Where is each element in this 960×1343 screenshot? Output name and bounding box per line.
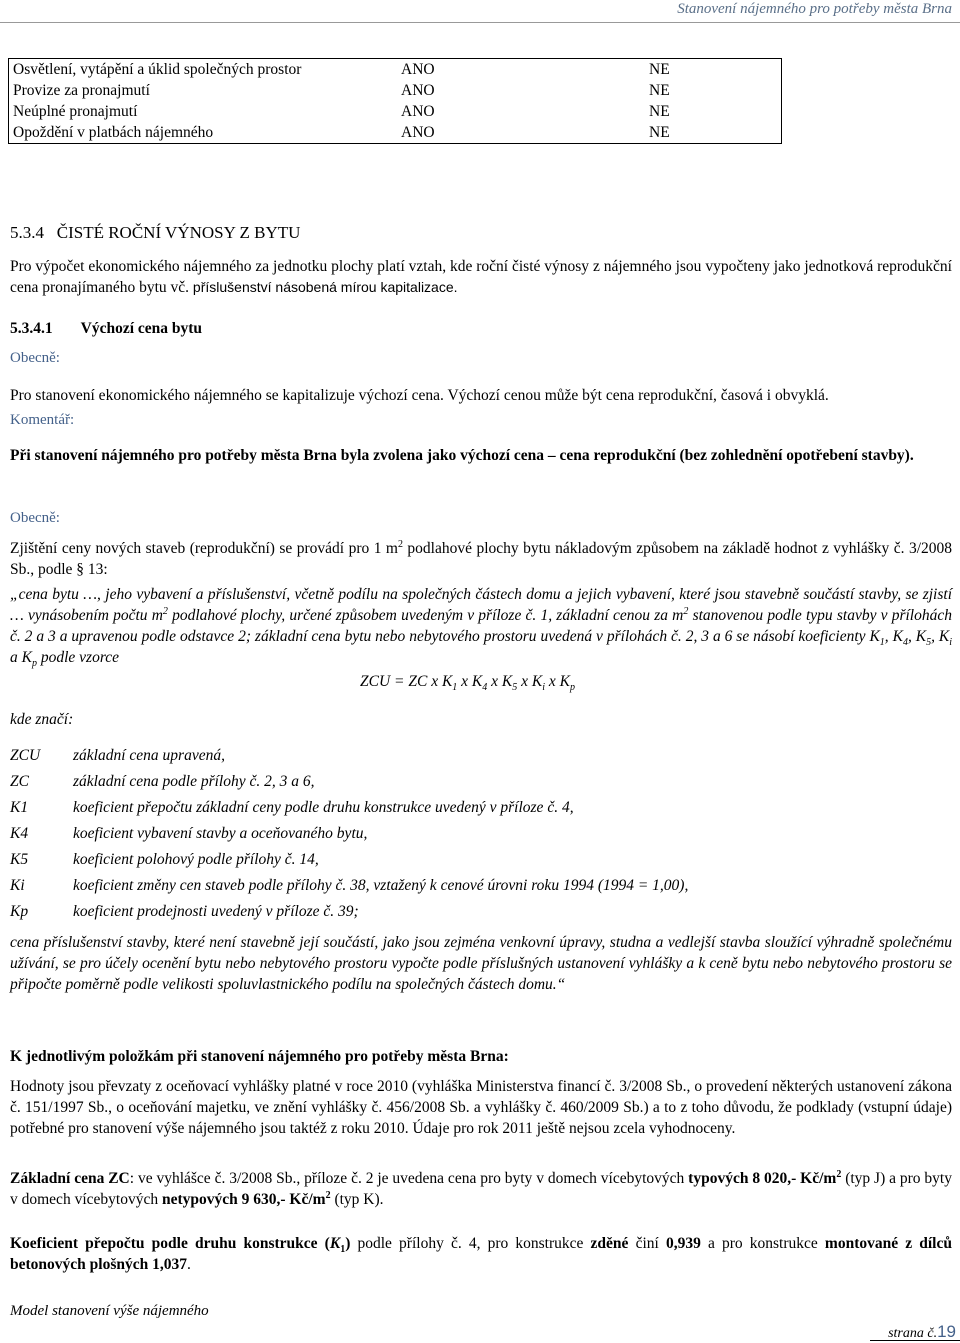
text: podle přílohy č. 4, pro konstrukce — [350, 1235, 591, 1252]
table-cell-no: NE — [649, 103, 670, 120]
quote-paragraph — [10, 584, 952, 668]
sup: 2 — [162, 605, 168, 617]
text: x K — [487, 673, 513, 690]
page-number: 19 — [937, 1322, 956, 1341]
text: . — [187, 1256, 191, 1273]
text: činí — [628, 1235, 666, 1252]
text: , K — [931, 628, 950, 645]
table-cell-yes: ANO — [401, 61, 435, 78]
label-kde-znaci: kde značí: — [10, 711, 74, 728]
table-row — [9, 80, 782, 101]
header-title: Stanovení nájemného pro potřeby města Brna — [677, 1, 952, 17]
text: a pro konstrukce — [700, 1235, 825, 1252]
sup: 2 — [397, 538, 403, 550]
sup: 2 — [683, 605, 689, 617]
footer-left: Model stanovení výše nájemného — [10, 1303, 209, 1319]
text: ZCU = ZC x K — [360, 673, 453, 690]
table-cell-yes: ANO — [401, 124, 435, 141]
table-row — [9, 122, 782, 144]
section-intro — [10, 256, 952, 298]
definition-key: ZCU — [10, 747, 41, 764]
table-cell-item: Osvětlení, vytápění a úklid společných prostor — [13, 61, 302, 78]
intro-text-sans: příslušenství násobená mírou kapitalizace. — [189, 279, 458, 295]
text: podlahové plochy bytu nákladovým způsobem na základě hodnot z vyhlášky č. 3/2008 Sb., podle § 13: — [10, 540, 952, 578]
text: podlahové plochy, určené způsobem uvedeným v příloze č. 1, základní cenou za m — [167, 607, 684, 624]
footer-page-prefix: strana č. — [888, 1326, 938, 1341]
text: , K — [884, 628, 903, 645]
text: x K — [457, 673, 483, 690]
table-cell-no: NE — [649, 82, 670, 99]
subsection-number: 5.3.4.1 — [10, 320, 53, 337]
label-obecne-2: Obecně: — [10, 510, 60, 526]
definition-value: koeficient polohový podle přílohy č. 14, — [73, 851, 319, 868]
sub: 1 — [340, 1244, 346, 1256]
intro-text: Pro výpočet ekonomického nájemného za jednotku plochy platí vztah, kde roční čisté výnosy z nájemného jsou vypočteny jako jednotková reprodukční cena pronajímaného bytu vč. — [10, 258, 952, 296]
heading-polozky: K jednotlivým položkám při stanovení nájemného pro potřeby města Brna: — [10, 1048, 509, 1065]
paragraph-hodnoty: Hodnoty jsou převzaty z oceňovací vyhlášky platné v roce 2010 (vyhláška Ministerstva financí č. 3/2008 Sb., o provedení některých ustanovení zákona č. 151/1997 Sb., o oceňování majetku, ve znění vyhlášky č. 456/2008 Sb. a vyhlášky č. 460/2009 Sb.) a to z toho důvodu, že podklady (vstupní údaje) potřebné pro stanovení výše nájemného jsou taktéž z roku 2010. Údaje pro rok 2011 ještě nejsou zcela vyhodnoceny. — [10, 1078, 952, 1137]
table-cell-no: NE — [649, 61, 670, 78]
text: ) — [345, 1235, 351, 1252]
text: Koeficient přepočtu podle druhu konstrukce ( — [10, 1235, 330, 1252]
text: K — [329, 1235, 341, 1252]
footer-divider — [870, 1340, 960, 1341]
definition-value: koeficient změny cen staveb podle přílohy č. 38, vztažený k cenové úrovni roku 1994 (1994 = 1,00), — [73, 877, 689, 894]
sub: 5 — [926, 637, 932, 649]
page-header — [0, 0, 960, 23]
section-heading: 5.3.4 ČISTÉ ROČNÍ VÝNOSY Z BYTU — [10, 223, 301, 242]
table-cell-item: Provize za pronajmutí — [13, 82, 150, 99]
text: podle vzorce — [36, 649, 120, 666]
label-komentar: Komentář: — [10, 412, 75, 428]
sub: 4 — [902, 637, 908, 649]
sub: 1 — [452, 682, 458, 694]
paragraph-zakladni-cena — [10, 1168, 952, 1210]
sup: 2 — [836, 1168, 842, 1180]
text: (typ K). — [330, 1191, 384, 1208]
text: x K — [517, 673, 543, 690]
table-cell-item: Opoždění v platbách nájemného — [13, 124, 214, 141]
table-cell-item: Neúplné pronajmutí — [13, 103, 138, 120]
table-cell-yes: ANO — [401, 103, 435, 120]
table-row — [9, 101, 782, 122]
text: zděné — [590, 1235, 629, 1252]
table-cell-yes: ANO — [401, 82, 435, 99]
definition-value: základní cena podle přílohy č. 2, 3 a 6, — [73, 773, 315, 790]
definition-key: Ki — [10, 877, 25, 894]
attributes-table — [8, 58, 782, 144]
sub: p — [31, 658, 37, 670]
definition-key: K4 — [10, 825, 29, 842]
definition-value: základní cena upravená, — [73, 747, 225, 764]
text: montované z dílců betonových plošných 1,037 — [10, 1235, 952, 1273]
sub: 5 — [512, 682, 518, 694]
subsection-heading — [10, 318, 952, 339]
text: (typ J) a pro byty v domech vícebytových — [10, 1170, 952, 1208]
formula — [360, 673, 575, 694]
definition-key: K5 — [10, 851, 29, 868]
definition-value: koeficient přepočtu základní ceny podle druhu konstrukce uvedený v příloze č. 4, — [73, 799, 574, 816]
sub: 4 — [482, 682, 488, 694]
subsection-title: Výchozí cena bytu — [80, 320, 203, 337]
text: a K — [10, 649, 32, 666]
sub: 1 — [879, 637, 885, 649]
definition-key: K1 — [10, 799, 29, 816]
table-row — [9, 59, 782, 81]
paragraph-koeficient-k1 — [10, 1233, 952, 1275]
footer-page — [888, 1322, 956, 1342]
text: x K — [544, 673, 570, 690]
text: 0,939 — [665, 1235, 701, 1252]
paragraph-vychozi-cena: Pro stanovení ekonomického nájemného se kapitalizuje výchozí cena. Výchozí cenou může být cena reprodukční, časová i obvyklá. — [10, 387, 829, 404]
text: „cena bytu …, jeho vybavení a příslušenství, včetně podílu na společných částech domu a jejich vybavení, které jsou stavebně součástí stavby, se zjistí … vynásobením počtu m — [10, 586, 952, 624]
paragraph-zjisteni — [10, 538, 952, 580]
sub: i — [949, 637, 952, 649]
definition-key: ZC — [10, 773, 29, 790]
quote-end-paragraph: cena příslušenství stavby, které není stavebně její součástí, jako jsou zejména venkovní úpravy, studna a vedlejší stavba sloužící výhradně společnému užívání, se pro účely ocenění bytu nebo nebytového prostoru vypočte podle příslušných ustanovení vyhlášky a k ceně bytu nebo nebytového prostoru se připočte poměrně podle velikosti spoluvlastnického podílu na společných částech domu.“ — [10, 934, 952, 993]
text: Zjištění ceny nových staveb (reprodukční) se provádí pro 1 m — [10, 540, 398, 557]
sub: p — [569, 682, 575, 694]
text: : ve vyhlášce č. 3/2008 Sb., příloze č. 2 je uvedena cena pro byty v domech vícebytových — [129, 1170, 689, 1187]
paragraph-komentar: Při stanovení nájemného pro potřeby města Brna byla zvolena jako výchozí cena – cena reprodukční (bez zohlednění opotřebení stavby). — [10, 447, 914, 464]
text: Základní cena ZC — [10, 1170, 130, 1187]
text: , K — [907, 628, 927, 645]
sup: 2 — [325, 1189, 331, 1201]
text: stanovenou podle typu stavby v přílohách č. 2 a 3 a upravenou podle odstavce 2; základní cena bytu nebo nebytového prostoru uvedená v přílohách č. 2, 3 a 6 se násobí koeficienty K — [10, 607, 952, 645]
text: netypových 9 630,- Kč/m — [161, 1191, 326, 1208]
table-cell-no: NE — [649, 124, 670, 141]
text: typových 8 020,- Kč/m — [688, 1170, 837, 1187]
definition-key: Kp — [10, 903, 29, 920]
definition-value: koeficient vybavení stavby a oceňovaného bytu, — [73, 825, 368, 842]
definition-value: koeficient prodejnosti uvedený v příloze č. 39; — [73, 903, 359, 920]
label-obecne: Obecně: — [10, 350, 60, 366]
sub: i — [542, 682, 545, 694]
